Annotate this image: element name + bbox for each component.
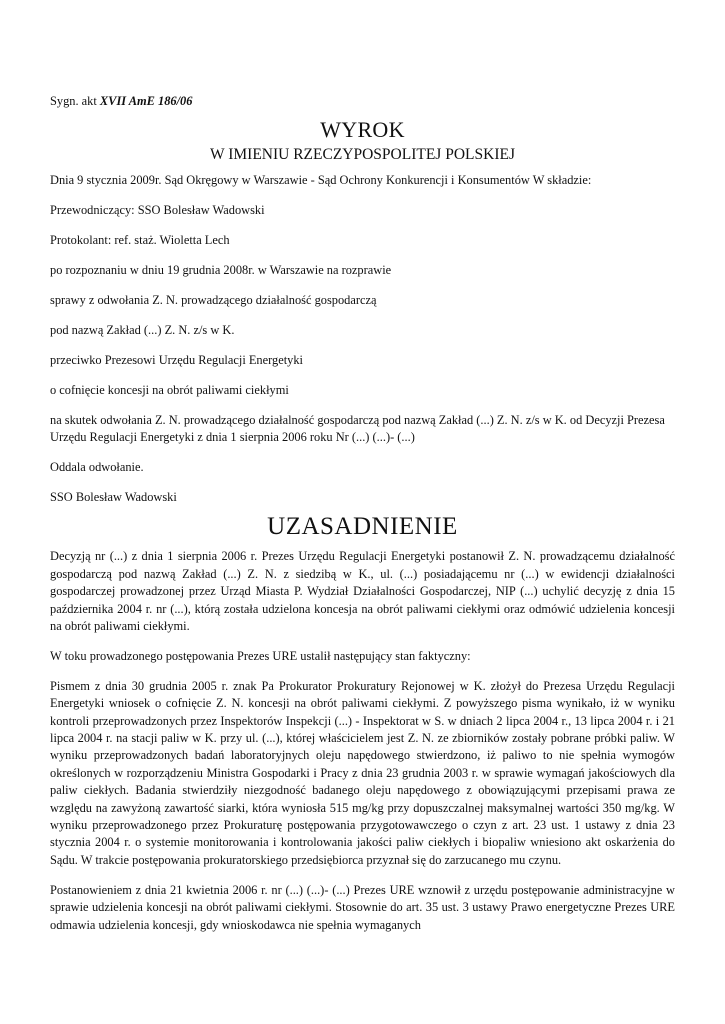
document-page	[50, 93, 675, 934]
verdict-title: WYROK	[320, 117, 405, 143]
presiding-judge-line: Przewodniczący: SSO Bolesław Wadowski	[50, 203, 265, 218]
verdict-subtitle: W IMIENIU RZECZYPOSPOLITEJ POLSKIEJ	[210, 146, 515, 164]
respondent-line: przeciwko Prezesowi Urzędu Regulacji Energetyki	[50, 352, 303, 367]
company-name-line: pod nazwą Zakład (...) Z. N. z/s w K.	[50, 322, 235, 337]
case-reference-number: XVII AmE 186/06	[99, 94, 193, 108]
justification-heading: UZASADNIENIE	[267, 513, 458, 541]
hearing-date-line: po rozpoznaniu w dniu 19 grudnia 2008r. w Warszawie na rozprawie	[50, 263, 392, 278]
justification-paragraph: Postanowieniem z dnia 21 kwietnia 2006 r. nr (...) (...)- (...) Prezes URE wznowił z urzędu postępowanie administracyjne w sprawie udzielenia koncesji na obrót paliwami ciekłymi. Stosownie do art. 35 ust. 3 ustawy Prawo energetyczne Prezes URE odmawia udzielenia koncesji, gdy wnioskodawca nie spełnia wymaganych	[50, 882, 675, 932]
court-clerk-line: Protokolant: ref. staż. Wioletta Lech	[50, 233, 230, 248]
justification-paragraph: Pismem z dnia 30 grudnia 2005 r. znak Pa Prokurator Prokuratury Rejonowej w K. złożył do Prezesa Urzędu Regulacji Energetyki wniosek o cofnięcie Z. N. koncesji na obrót paliwami ciekłymi. Z powyższego pisma wynikało, iż w wyniku kontroli przeprowadzonych przez Inspektorów Inspekcji (...) - Inspektorat w S. w dniach 2 lipca 2004 r., 13 lipca 2004 r. i 21 lipca 2004 r. na stacji paliw w K. przy ul. (...), której właścicielem jest Z. N. ze zbiorników zostały pobrane próbki paliw. W wyniku przeprowadzonych badań laboratoryjnych oleju napędowego stwierdzono, iż paliwo to nie spełnia wymogów określonych w rozporządzeniu Ministra Gospodarki i Pracy z dnia 23 grudnia 2003 r. w sprawie wymagań jakościowych dla paliw ciekłych. Badania stwierdziły niezgodność badanego oleju napędowego z obowiązującymi przepisami prawa ze względu na zawyżoną zawartość siarki, która wyniosła 515 mg/kg przy dopuszczalnej maksymalnej wartości 350 mg/kg. W wyniku przeprowadzonego przez Prokuraturę postępowania przygotowawczego o czyn z art. 23 ust. 1 ustawy z dnia 23 stycznia 2004 r. o systemie monitorowania i kontrolowania jakości paliw ciekłych i biopaliw wniesiono akt oskarżenia do Sądu. W trakcie postępowania prokuratorskiego przedsiębiorca przyznał się do zarzucanego mu czynu.	[50, 678, 675, 867]
justification-paragraph: Decyzją nr (...) z dnia 1 sierpnia 2006 r. Prezes Urzędu Regulacji Energetyki postanowił Z. N. prowadzącemu działalność gospodarczą pod nazwą Zakład (...) Z. N. z siedzibą w K., ul. (...) posiadającemu nr (...) w ewidencji działalności gospodarczej prowadzonej przez Urząd Miasta P. Wydział Działalności Gospodarczej, NIP (...) uchylić decyzję z dnia 15 października 2004 r. nr (...), którą została udzielona koncesja na obrót paliwami ciekłymi oraz odmówić udzielenia koncesji na obrót paliwami ciekłymi.	[50, 549, 675, 633]
case-reference	[50, 93, 675, 110]
appeal-basis-paragraph: na skutek odwołania Z. N. prowadzącego działalność gospodarczą pod nazwą Zakład (...) Z. N. z/s w K. od Decyzji Prezesa Urzędu Regulacji Energetyki z dnia 1 sierpnia 2006 roku Nr (...) (...)- (...)	[50, 412, 665, 445]
case-party-line: sprawy z odwołania Z. N. prowadzącego działalność gospodarczą	[50, 293, 377, 308]
judge-signature-line: SSO Bolesław Wadowski	[50, 489, 177, 504]
case-reference-label: Sygn. akt	[50, 94, 97, 108]
ruling-line: Oddala odwołanie.	[50, 459, 144, 474]
court-composition-line: Dnia 9 stycznia 2009r. Sąd Okręgowy w Warszawie - Sąd Ochrony Konkurencji i Konsumentów W składzie:	[50, 173, 592, 188]
justification-paragraph: W toku prowadzonego postępowania Prezes URE ustalił następujący stan faktyczny:	[50, 648, 471, 663]
case-subject-line: o cofnięcie koncesji na obrót paliwami ciekłymi	[50, 382, 289, 397]
